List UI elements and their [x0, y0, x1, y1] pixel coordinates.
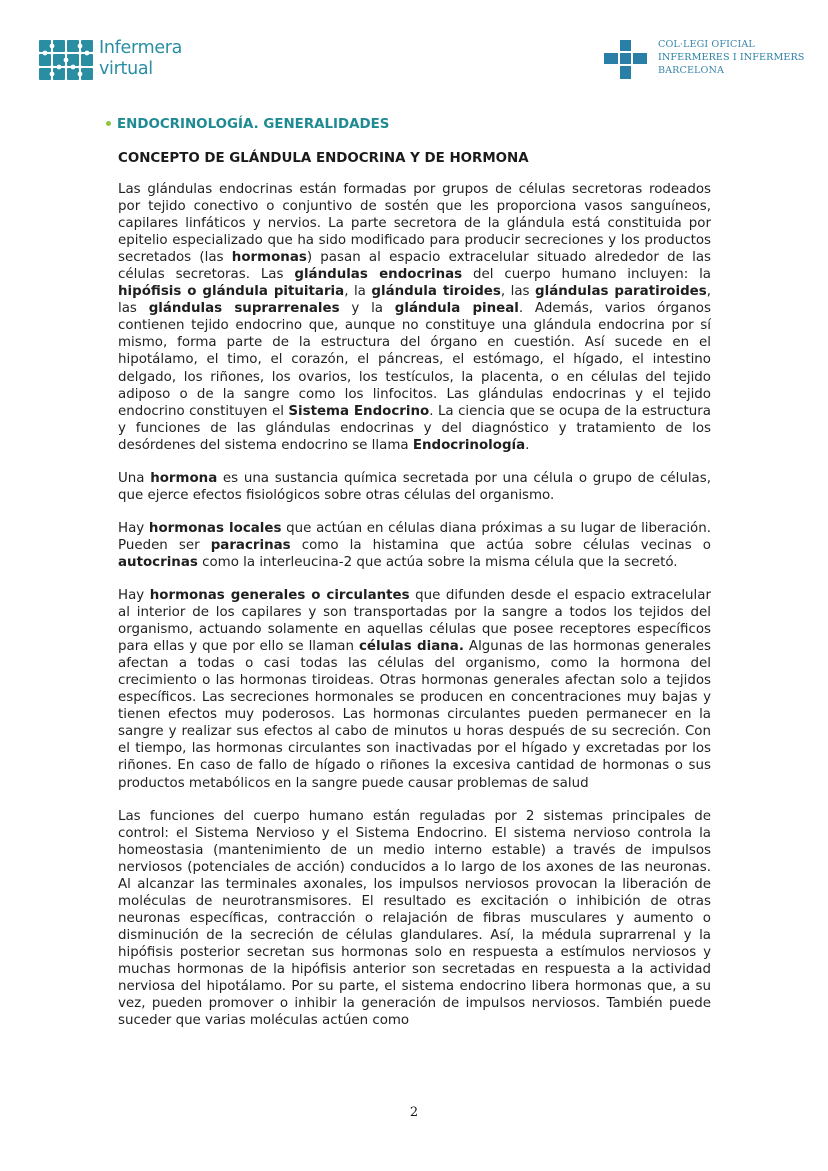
paragraph-sistemas-control: Las funciones del cuerpo humano están reguladas por 2 sistemas principales de control: el Sistema Nervioso y el Sistema Endocrino. El sistema nervioso controla la homeostasia (mantenimiento de un medio interno estable) a través de impulsos nerviosos (potenciales de acción) conducidos a lo largo de los axones de las neuronas. Al alcanzar las terminales axonales, los impulsos nerviosos provocan la liberación de moléculas de neurotransmisores. El resultado es excitación o inhibición de otras neuronas específicas, contracción o relajación de fibras musculares y aumento o disminución de la secreción de células glandulares. Así, la médula suprarrenal y la hipófisis posterior secretan sus hormonas solo en respuesta a estímulos nerviosos y muchas hormonas de la hipófisis anterior son secretadas en respuesta a la actividad nerviosa del hipotálamo. Por su parte, el sistema endocrino libera hormonas que, a su vez, pueden promover o inhibir la generación de impulsos nerviosos. También puede suceder que varias moléculas actúen como [118, 808, 711, 1029]
page-number: 2 [409, 1105, 419, 1120]
puzzle-logo-icon [39, 40, 95, 80]
section-title: ENDOCRINOLOGÍA. GENERALIDADES [118, 117, 711, 137]
coib-name-line1: COL·LEGI OFICIAL [658, 39, 755, 50]
logo-text-line2: virtual [99, 59, 153, 79]
coib-name-line2: INFERMERES I INFERMERS [658, 52, 805, 63]
paragraph-hormonas-generales: Hay hormonas generales o circulantes que difunden desde el espacio extracelular al interior de los capilares y son transportadas por la sangre a todos los tejidos del organismo, actuando solamente en aquellas células que posee receptores específicos para ellas y que por ello se llaman células diana. Algunas de las hormonas generales afectan a todas o casi todas las células del organismo, como la hormona del crecimiento o las hormonas tiroideas. Otras hormonas generales afectan solo a tejidos específicos. Las secreciones hormonales se producen en concentraciones muy bajas y tienen efectos muy poderosos. Las hormonas circulantes pueden permanecer en la sangre y realizar sus efectos al cabo de minutos u horas después de su secreción. Con el tiempo, las hormonas circulantes son inactivadas por el hígado y excretadas por los riñones. En caso de fallo de hígado o riñones la excesiva cantidad de hormonas o sus productos metabólicos en la sangre puede causar problemas de salud [118, 587, 711, 791]
coib-name-line3: BARCELONA [658, 65, 725, 76]
paragraph-glandulas: Las glándulas endocrinas están formadas por grupos de células secretoras rodeados por tejido conectivo o conjuntivo de sostén que les proporciona vasos sanguíneos, capilares linfáticos y nervios. La parte secretora de la glándula está constituida por epitelio especializado que ha sido modificado para producir secreciones y los productos secretados (las hormonas) pasan al espacio extracelular situado alrededor de las células secretoras. Las glándulas endocrinas del cuerpo humano incluyen: la hipófisis o glándula pituitaria, la glándula tiroides, las glándulas paratiroides, las glándulas suprarrenales y la glándula pineal. Además, varios órganos contienen tejido endocrino que, aunque no constituye una glándula endocrina por sí mismo, forma parte de la estructura del órgano en cuestión. Así sucede en el hipotálamo, el timo, el corazón, el páncreas, el estómago, el hígado, el intestino delgado, los riñones, los ovarios, los testículos, la placenta, o en células del tejido adiposo o de la sangre como los linfocitos. Las glándulas endocrinas y el tejido endocrino constituyen el Sistema Endocrino. La ciencia que se ocupa de la estructura y funciones de las glándulas endocrinas y del diagnóstico y tratamiento de los desórdenes del sistema endocrino se llama Endocrinología. [118, 182, 712, 453]
infermera-virtual-logo [39, 38, 189, 88]
cross-logo-icon [604, 40, 648, 80]
paragraph-hormonas-locales: Hay hormonas locales que actúan en células diana próximas a su lugar de liberación. Pueden ser paracrinas como la histamina que actúa sobre células vecinas o autocrinas como la interleucina-2 que actúa sobre la misma célula que la secretó. [118, 520, 711, 570]
document-body [118, 117, 711, 1029]
coib-logo [604, 38, 804, 84]
subtitle: CONCEPTO DE GLÁNDULA ENDOCRINA Y DE HORMONA [118, 151, 529, 166]
paragraph-hormona: Una hormona es una sustancia química secretada por una célula o grupo de células, que ejerce efectos fisiológicos sobre otras células del organismo. [118, 470, 711, 503]
bullet-icon [106, 121, 111, 126]
logo-text-line1: Infermera [99, 38, 183, 58]
